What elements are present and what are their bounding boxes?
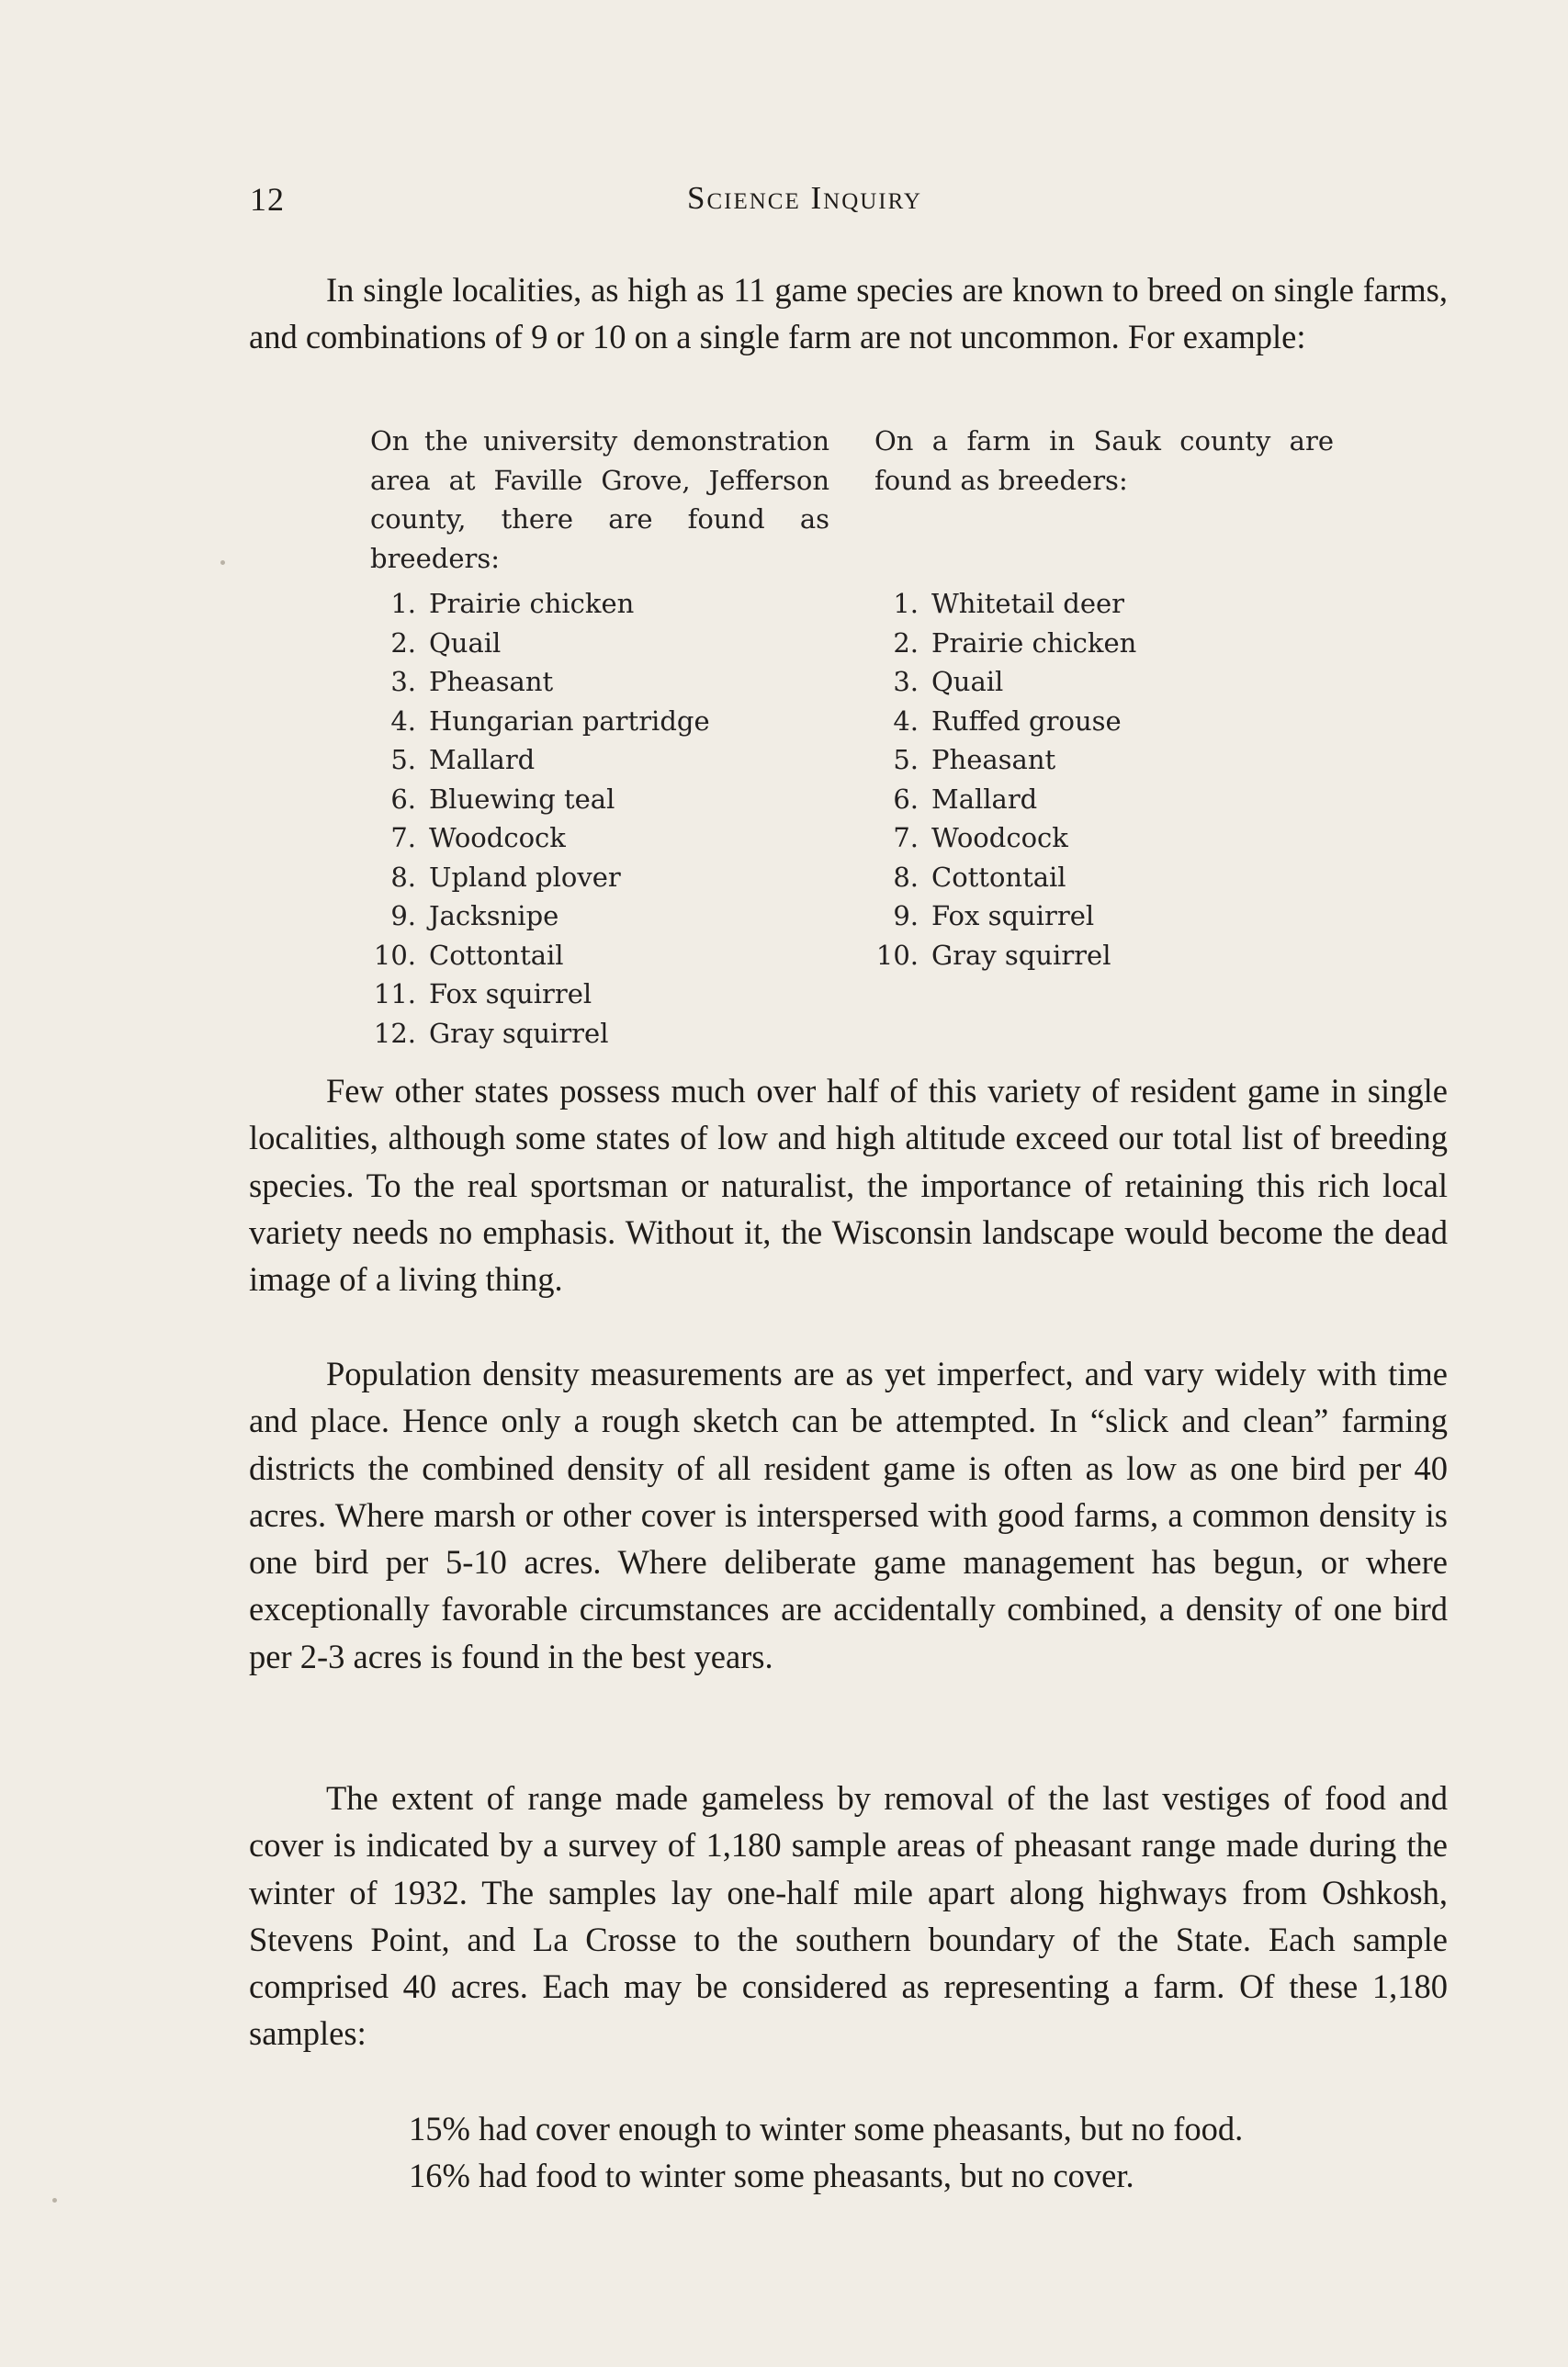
species-number: 4. <box>893 704 919 737</box>
sauk-county-column <box>874 422 1334 971</box>
species-item <box>370 702 829 741</box>
species-number: 1. <box>390 588 416 619</box>
species-name: Bluewing teal <box>429 783 615 815</box>
species-name: Mallard <box>931 783 1038 815</box>
species-number: 3. <box>390 666 416 697</box>
species-name: Cottontail <box>429 939 564 971</box>
species-number: 4. <box>390 704 416 737</box>
species-name: Woodcock <box>429 822 566 853</box>
species-number: 5. <box>893 744 919 775</box>
species-name: Pheasant <box>931 744 1056 775</box>
species-number: 6. <box>390 783 416 815</box>
species-item <box>874 740 1334 780</box>
species-name: Mallard <box>429 744 536 775</box>
species-item <box>874 662 1334 702</box>
species-item <box>370 740 829 780</box>
species-name: Quail <box>429 626 502 659</box>
species-name: Whitetail deer <box>931 588 1125 619</box>
sample-stat-line: 16% had food to winter some pheasants, but no cover. <box>409 2157 1134 2195</box>
species-item <box>874 780 1334 819</box>
species-number: 11. <box>373 978 416 1009</box>
species-number: 7. <box>893 822 919 853</box>
species-item <box>370 584 829 624</box>
species-number: 7. <box>390 822 416 853</box>
species-item <box>874 896 1334 936</box>
sauk-county-species-list <box>874 584 1334 975</box>
paper-speck <box>220 560 225 565</box>
intro-paragraph: In single localities, as high as 11 game species are known to breed on single farms, and combinations of 9 or 10 on a single farm are not uncommon. For example: <box>249 271 1448 356</box>
population-density-paragraph: Population density measurements are as yet imperfect, and vary widely with time and place. Hence only a rough sketch can be attempted. In “slick and clean” farming districts the combined density of all resident game is often as low as one bird per 40 acres. Where marsh or other cover is interspersed with good farms, a common density is one bird per 5-10 acres. Where deliberate game management has begun, or where exceptionally favorable circumstances are accidentally combined, a density of one bird per 2-3 acres is found in the best years. <box>249 1355 1448 1675</box>
sauk-county-intro: On a farm in Sauk county are found as breeders: <box>874 425 1334 496</box>
species-item <box>370 624 829 663</box>
species-number: 10. <box>875 939 919 971</box>
species-item <box>370 858 829 897</box>
species-item <box>874 702 1334 741</box>
species-name: Hungarian partridge <box>429 704 710 737</box>
species-name: Gray squirrel <box>931 939 1111 971</box>
species-name: Ruffed grouse <box>931 704 1122 737</box>
species-name: Jacksnipe <box>429 900 559 931</box>
sample-stats-list <box>409 2105 1243 2200</box>
species-name: Prairie chicken <box>931 626 1137 659</box>
running-title: Science Inquiry <box>687 180 922 216</box>
page-number: 12 <box>250 181 285 218</box>
species-number: 9. <box>390 900 416 931</box>
species-item <box>874 936 1334 975</box>
species-number: 5. <box>390 744 416 775</box>
species-name: Fox squirrel <box>931 900 1095 931</box>
faville-grove-column <box>370 422 829 1049</box>
species-item <box>370 818 829 858</box>
species-item <box>874 818 1334 858</box>
variety-paragraph: Few other states possess much over half of this variety of resident game in single localities, although some states of low and high altitude exceed our total list of breeding species. To the real sportsman or naturalist, the importance of retaining this rich local variety needs no emphasis. Without it, the Wisconsin landscape would become the dead image of a living thing. <box>249 1072 1448 1299</box>
species-name: Prairie chicken <box>429 588 635 619</box>
species-number: 12. <box>373 1017 416 1049</box>
species-item <box>874 624 1334 663</box>
species-number: 8. <box>390 861 416 893</box>
species-name: Upland plover <box>429 861 621 893</box>
species-name: Pheasant <box>429 666 554 697</box>
species-item <box>370 936 829 975</box>
species-number: 9. <box>893 900 919 931</box>
species-item <box>370 975 829 1014</box>
species-item <box>370 896 829 936</box>
species-name: Gray squirrel <box>429 1017 609 1049</box>
paper-speck <box>52 2198 57 2203</box>
page-header <box>0 180 1568 226</box>
species-number: 6. <box>893 783 919 815</box>
sample-stat-line: 15% had cover enough to winter some pheasants, but no food. <box>409 2110 1244 2147</box>
species-number: 3. <box>893 666 919 697</box>
species-name: Quail <box>931 666 1004 697</box>
species-name: Cottontail <box>931 861 1066 893</box>
species-item <box>370 662 829 702</box>
range-extent-paragraph: The extent of range made gameless by removal of the last vestiges of food and cover is indicated by a survey of 1,180 sample areas of pheasant range made during the winter of 1932. The samples lay one-half mile apart along highways from Oshkosh, Stevens Point, and La Crosse to the southern boundary of the State. Each sample comprised 40 acres. Each may be considered as representing a farm. Of these 1,180 samples: <box>249 1779 1448 2053</box>
species-name: Woodcock <box>931 822 1068 853</box>
species-number: 1. <box>893 588 919 619</box>
species-number: 2. <box>893 626 919 659</box>
faville-grove-intro: On the university demonstration area at Faville Grove, Jefferson county, there are found as breeders: <box>370 425 829 574</box>
species-item <box>874 584 1334 624</box>
faville-grove-species-list <box>370 584 829 1053</box>
species-number: 10. <box>373 939 416 971</box>
species-item <box>874 858 1334 897</box>
species-number: 8. <box>893 861 919 893</box>
species-item <box>370 780 829 819</box>
species-number: 2. <box>390 626 416 659</box>
species-name: Fox squirrel <box>429 978 592 1009</box>
species-item <box>370 1014 829 1054</box>
